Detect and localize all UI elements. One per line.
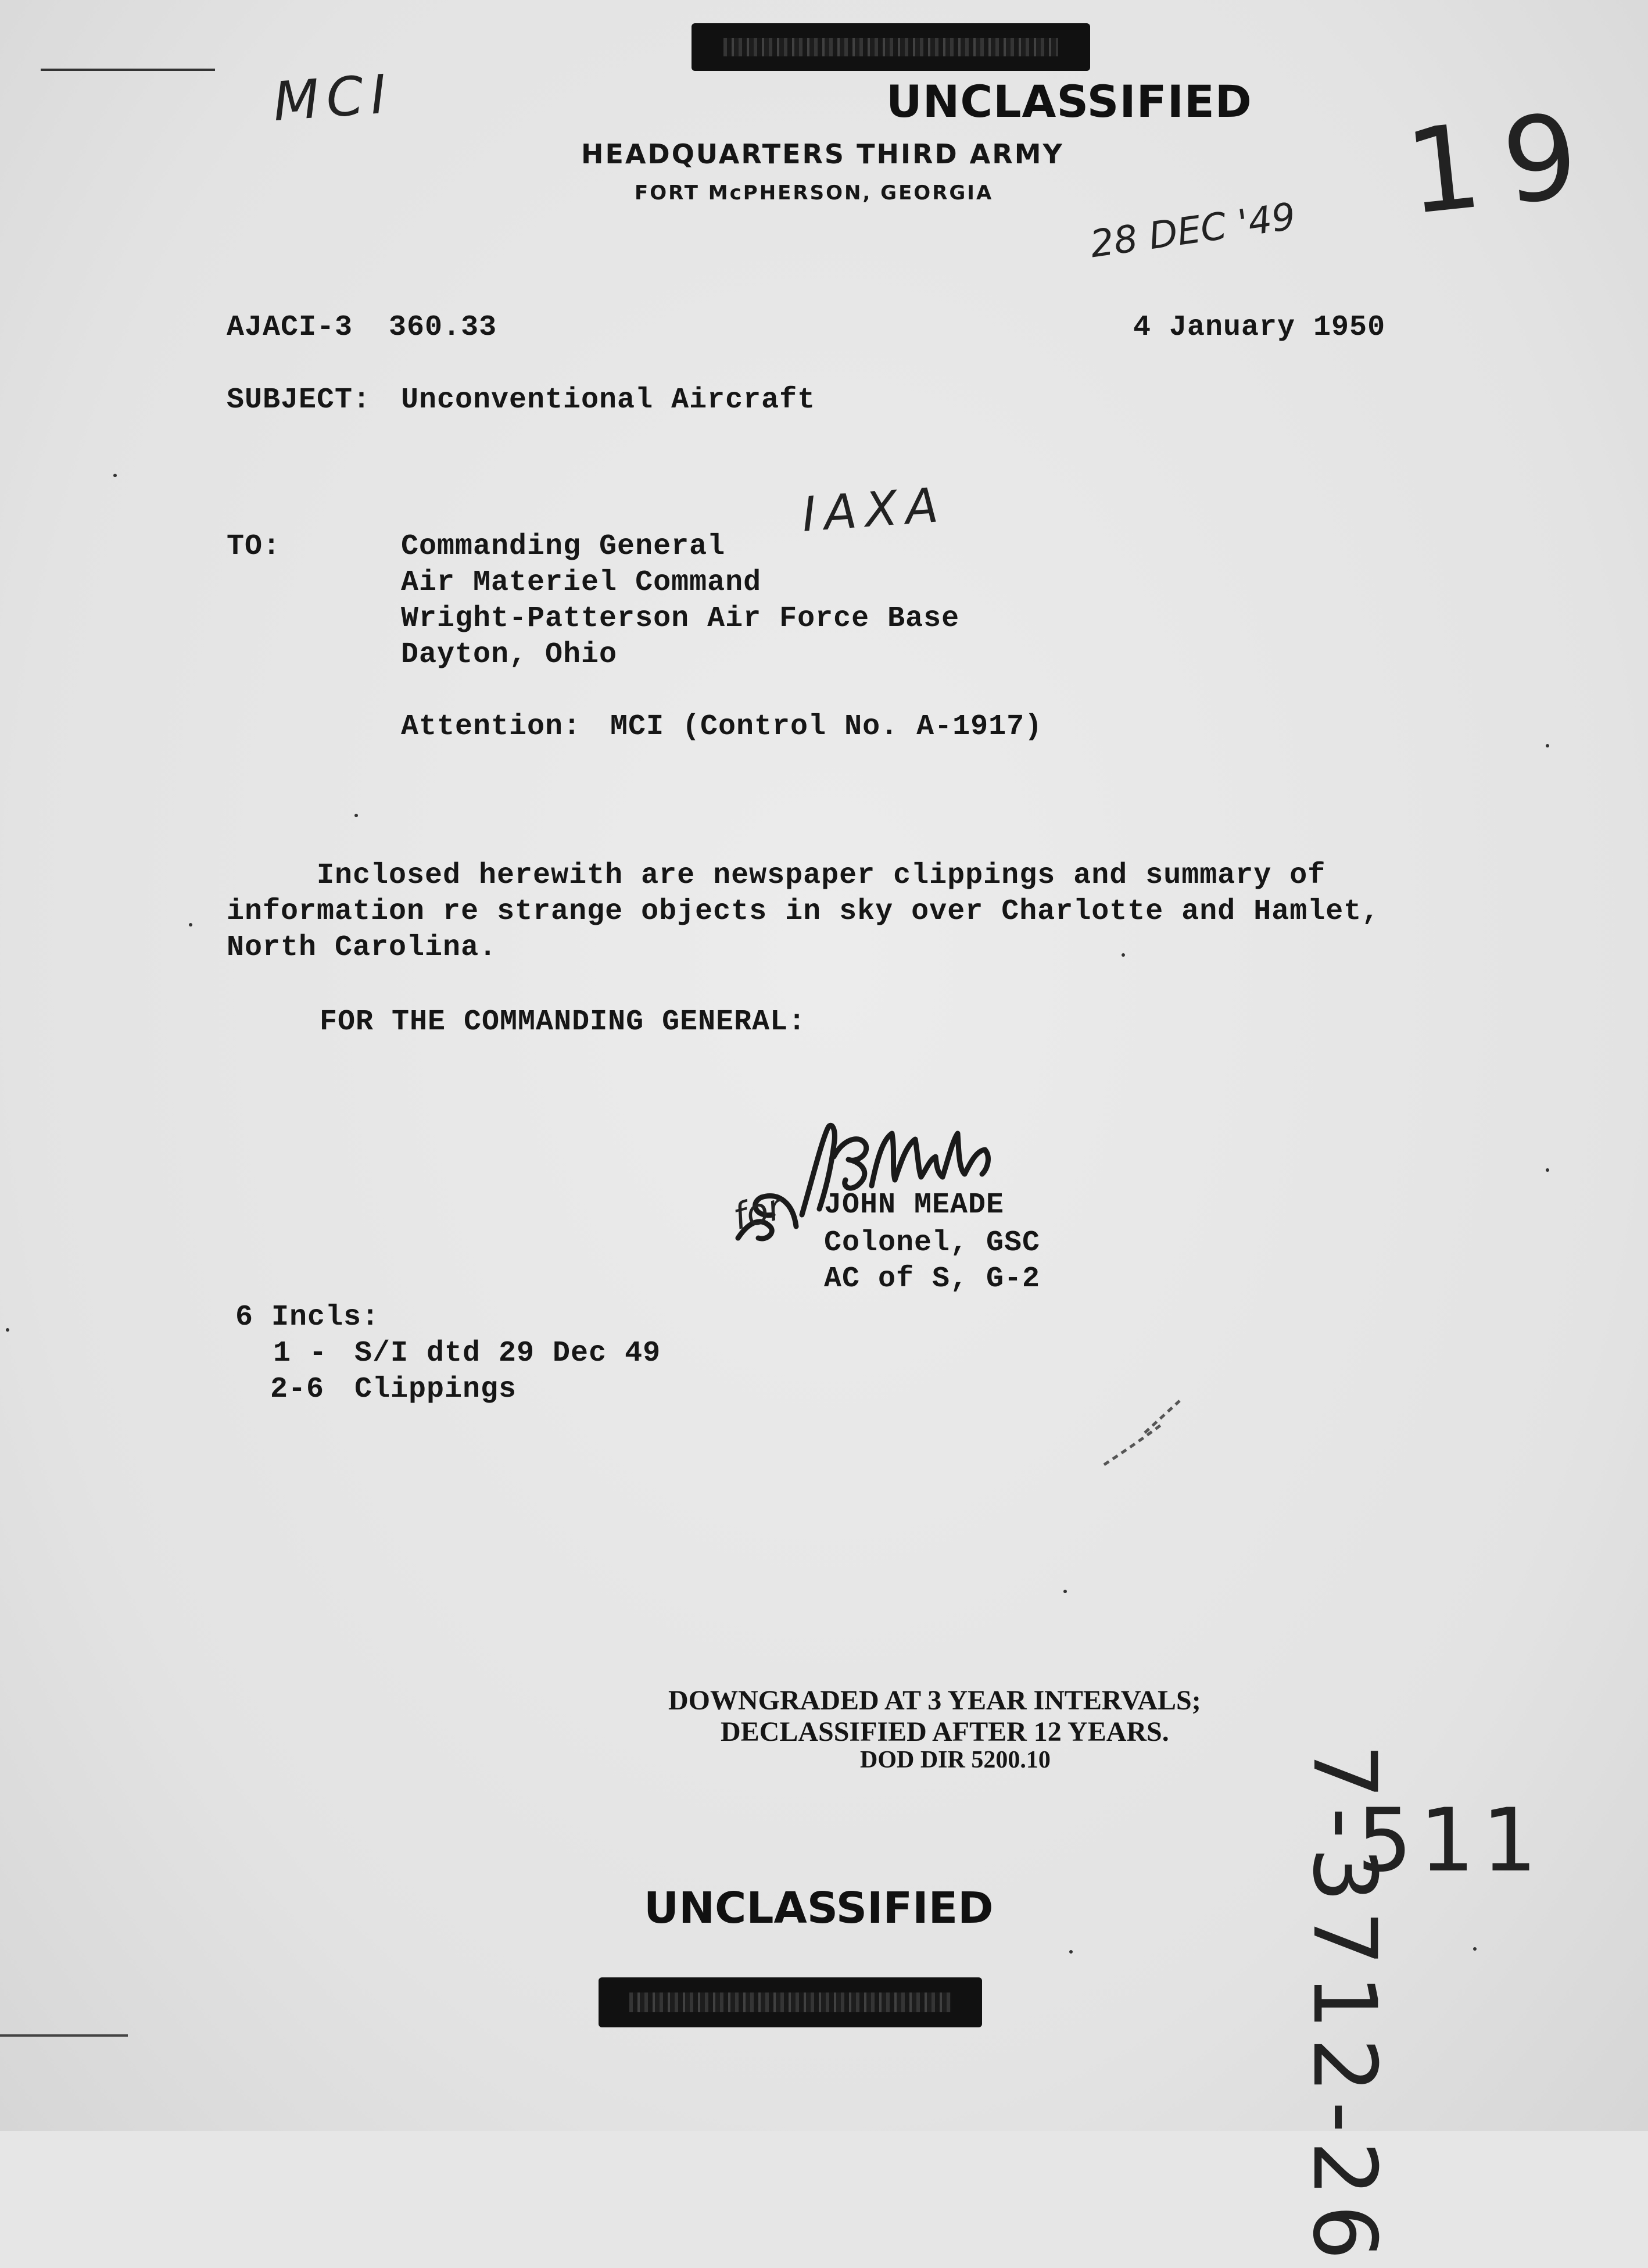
speck	[1546, 1168, 1549, 1172]
handwritten-top-left: MCI	[271, 62, 396, 134]
to-line: Dayton, Ohio	[401, 638, 618, 671]
inclosure-text: S/I dtd 29 Dec 49	[354, 1337, 661, 1370]
to-line: Air Materiel Command	[401, 566, 762, 599]
speck	[113, 474, 117, 477]
attention-label: Attention:	[401, 710, 582, 743]
classification-top: UNCLASSIFIED	[886, 76, 1252, 127]
body-line: North Carolina.	[227, 931, 497, 964]
downgrade-stamp-line1: DOWNGRADED AT 3 YEAR INTERVALS;	[668, 1685, 1201, 1716]
classification-bottom: UNCLASSIFIED	[644, 1883, 994, 1933]
subject-label: SUBJECT:	[227, 384, 371, 417]
inclosure-text: Clippings	[354, 1373, 517, 1406]
pencil-mark	[1098, 1389, 1191, 1482]
margin-number: 7-3712-26	[1294, 1744, 1395, 2268]
to-label: TO:	[227, 530, 281, 563]
handwritten-page-number: 19	[1399, 86, 1607, 241]
signer-name: JOHN MEADE	[824, 1189, 1005, 1222]
attention-text: MCI (Control No. A-1917)	[610, 710, 1043, 743]
speck	[1063, 1590, 1067, 1593]
redaction-bar-bottom	[599, 1977, 982, 2027]
downgrade-stamp-line3: DOD DIR 5200.10	[860, 1747, 1051, 1773]
memo-date: 4 January 1950	[1133, 311, 1386, 344]
inclosure-number: 2-6	[270, 1373, 325, 1406]
body-line: Inclosed herewith are newspaper clippings and summary of	[317, 859, 1326, 892]
signer-rank: Colonel, GSC	[824, 1226, 1041, 1260]
speck	[1122, 953, 1125, 957]
org-line1: HEADQUARTERS THIRD ARMY	[581, 138, 1064, 170]
org-line2: FORT McPHERSON, GEORGIA	[635, 181, 994, 205]
inclosure-number: 1 -	[273, 1337, 328, 1370]
handwritten-routing: IAXA	[800, 477, 948, 543]
handwritten-for: for	[729, 1185, 787, 1239]
memo-reference: AJACI-3 360.33	[227, 311, 497, 344]
speck	[354, 814, 358, 817]
closing-line: FOR THE COMMANDING GENERAL:	[320, 1006, 807, 1039]
inclosures-label: 6 Incls:	[235, 1301, 380, 1334]
speck	[1069, 1950, 1073, 1954]
downgrade-stamp-line2: DECLASSIFIED AFTER 12 YEARS.	[721, 1716, 1169, 1747]
bottom-left-rule	[0, 2034, 128, 2037]
body-line: information re strange objects in sky over Charlotte and Hamlet,	[227, 895, 1380, 928]
signer-title: AC of S, G-2	[824, 1262, 1041, 1296]
speck	[189, 923, 192, 926]
handwritten-number: 511	[1357, 1790, 1545, 1891]
redaction-bar-top	[692, 23, 1090, 71]
speck	[6, 1328, 9, 1332]
speck	[1473, 1947, 1477, 1951]
speck	[1546, 744, 1549, 747]
handwritten-date: 28 DEC '49	[1087, 195, 1298, 267]
subject-text: Unconventional Aircraft	[401, 384, 816, 417]
to-line: Commanding General	[401, 530, 726, 563]
top-left-rule	[41, 69, 215, 71]
to-line: Wright-Patterson Air Force Base	[401, 602, 960, 635]
